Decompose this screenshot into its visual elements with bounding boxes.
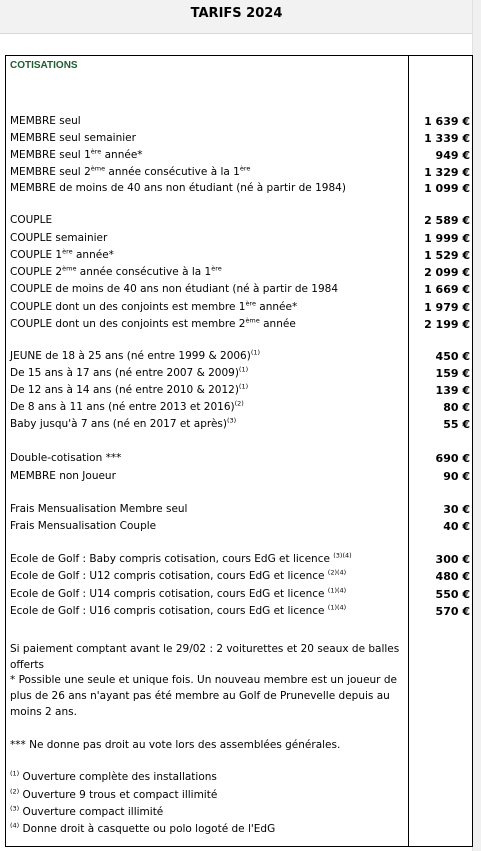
tariff-label: COUPLE semainier — [10, 232, 108, 244]
superscript-mark: (2)(4) — [327, 568, 347, 577]
tariff-row — [10, 214, 470, 231]
note-paragraph: * Possible une seule et unique fois. Un nouveau membre est un joueur de plus de 26 ans n'ayant pas été membre au Golf de Prunevelle depuis au moins 2 ans. — [10, 674, 397, 718]
tariff-row — [10, 301, 470, 318]
superscript-mark: (2) — [234, 399, 244, 408]
tariff-row — [10, 520, 470, 537]
tariff-row — [10, 418, 470, 435]
note-paragraph: *** Ne donne pas droit au vote lors des assemblées générales. — [10, 739, 341, 751]
tariff-row — [10, 232, 470, 249]
tariff-label — [10, 605, 346, 617]
tariff-price: 2 589 € — [424, 214, 470, 227]
tariff-price: 1 639 € — [424, 115, 470, 128]
footnote — [10, 771, 217, 783]
tariff-price: 2 099 € — [424, 266, 470, 279]
tariff-price: 480 € — [435, 570, 470, 583]
tariff-price: 300 € — [435, 553, 470, 566]
tariff-row — [10, 350, 470, 367]
footnote-mark: (1) — [10, 769, 20, 778]
tariff-row — [10, 570, 470, 587]
tariff-price: 139 € — [435, 384, 470, 397]
tariff-label: Double-cotisation *** — [10, 452, 122, 464]
footnote-text: Ouverture complète des installations — [19, 771, 217, 783]
tariff-row — [10, 249, 470, 266]
tariff-label — [10, 553, 352, 565]
superscript-mark: (1)(4) — [327, 586, 347, 595]
tariff-label — [10, 149, 143, 161]
label-text: année consécutive à la 1 — [76, 266, 212, 278]
tariff-label — [10, 301, 297, 313]
footnote — [10, 806, 163, 818]
tariff-row — [10, 283, 470, 300]
tariff-label: MEMBRE de moins de 40 ans non étudiant (né à partir de 1984) — [10, 182, 346, 194]
label-text: Ecole de Golf : U16 compris cotisation, cours EdG et licence — [10, 605, 328, 617]
tariff-label: COUPLE — [10, 214, 53, 226]
label-text: Ecole de Golf : U14 compris cotisation, cours EdG et licence — [10, 588, 328, 600]
tariff-label — [10, 249, 114, 261]
footnote-mark: (3) — [10, 804, 20, 813]
tariff-table — [5, 55, 473, 847]
footnote-text: Ouverture 9 trous et compact illimité — [19, 789, 218, 801]
superscript-mark: ème — [90, 164, 106, 173]
footnote — [10, 789, 217, 801]
superscript-mark: ème — [62, 264, 77, 273]
tariff-label: MEMBRE seul — [10, 115, 81, 127]
page-title: TARIFS 2024 — [190, 6, 283, 21]
tariff-price: 690 € — [435, 452, 470, 465]
tariff-row — [10, 470, 470, 487]
tariff-price: 40 € — [443, 520, 470, 533]
label-text: De 8 ans à 11 ans (né entre 2013 et 2016) — [10, 401, 235, 413]
tariff-price: 1 329 € — [424, 166, 470, 179]
label-text: Baby jusqu'à 7 ans (né en 2017 et après) — [10, 418, 227, 430]
label-text: De 12 ans à 14 ans (né entre 2010 & 2012) — [10, 384, 239, 396]
footnote-mark: (2) — [10, 787, 20, 796]
tariff-price: 1 339 € — [424, 132, 470, 145]
tariff-row — [10, 605, 470, 622]
superscript-mark: (1) — [238, 365, 249, 374]
tariff-label: MEMBRE seul semainier — [10, 132, 136, 144]
header-bar — [0, 0, 473, 34]
superscript-mark: ère — [245, 299, 256, 308]
tariff-row — [10, 149, 470, 166]
tariff-label — [10, 318, 296, 330]
label-text: COUPLE 1 — [10, 249, 63, 261]
label-text: année* — [255, 301, 298, 313]
tariff-label: Frais Mensualisation Couple — [10, 520, 157, 532]
tariff-price: 1 669 € — [424, 283, 470, 296]
footnote — [10, 823, 275, 835]
tariff-price: 550 € — [435, 588, 470, 601]
tariff-row — [10, 266, 470, 283]
tariff-price: 90 € — [443, 470, 470, 483]
tariff-price: 1 099 € — [424, 182, 470, 195]
tariff-label — [10, 384, 248, 396]
tariff-price: 1 529 € — [424, 249, 470, 262]
tariff-label — [10, 401, 244, 413]
label-text: année consécutive à la 1 — [105, 166, 240, 178]
label-text: COUPLE dont un des conjoints est membre 1 — [10, 301, 246, 313]
tariff-price: 949 € — [435, 149, 470, 162]
label-text: COUPLE dont un des conjoints est membre 2 — [10, 318, 246, 330]
superscript-mark: (3)(4) — [333, 551, 352, 560]
vertical-scrollbar[interactable] — [472, 0, 481, 851]
section-heading-cotisations: COTISATIONS — [10, 60, 78, 71]
tariff-row — [10, 367, 470, 384]
tariff-price: 159 € — [435, 367, 470, 380]
note-paragraph: Si paiement comptant avant le 29/02 : 2 voiturettes et 20 seaux de balles offerts — [10, 643, 400, 671]
footnote-mark: (4) — [10, 821, 20, 830]
label-text: année* — [72, 249, 114, 261]
tariff-price: 450 € — [435, 350, 470, 363]
superscript-mark: (1) — [238, 382, 249, 391]
tariff-price: 1 979 € — [424, 301, 470, 314]
tariff-price: 1 999 € — [424, 232, 470, 245]
footnote-text: Ouverture compact illimité — [19, 806, 164, 818]
tariff-row — [10, 553, 470, 570]
tariff-row — [10, 182, 470, 199]
tariff-label — [10, 350, 260, 362]
tariff-label: MEMBRE non Joueur — [10, 470, 116, 482]
tariff-label: COUPLE de moins de 40 ans non étudiant (né à partir de 1984 — [10, 283, 339, 295]
tariff-row — [10, 166, 470, 183]
tariff-label — [10, 418, 236, 430]
tariff-row — [10, 401, 470, 418]
tariff-label — [10, 570, 346, 582]
tariff-label — [10, 266, 222, 278]
superscript-mark: ère — [211, 264, 222, 273]
tariff-label: Frais Mensualisation Membre seul — [10, 503, 188, 515]
tariff-label — [10, 367, 248, 379]
superscript-mark: (1)(4) — [327, 603, 347, 612]
tariff-row — [10, 588, 470, 605]
label-text: année — [259, 318, 296, 330]
tariff-row — [10, 115, 470, 132]
label-text: MEMBRE seul 2 — [10, 166, 91, 178]
superscript-mark: ère — [90, 147, 102, 156]
tariff-price: 570 € — [435, 605, 470, 618]
superscript-mark: (3) — [226, 416, 237, 425]
tariff-price: 55 € — [443, 418, 470, 431]
tariff-price: 2 199 € — [424, 318, 470, 331]
label-text: COUPLE 2 — [10, 266, 63, 278]
tariff-row — [10, 503, 470, 520]
tariff-price: 80 € — [443, 401, 470, 414]
tariff-row — [10, 318, 470, 335]
superscript-mark: (1) — [250, 348, 261, 357]
superscript-mark: ère — [239, 164, 251, 173]
label-text: année* — [101, 149, 143, 161]
tariff-row — [10, 384, 470, 401]
superscript-mark: ème — [245, 316, 260, 325]
label-text: JEUNE de 18 à 25 ans (né entre 1999 & 2006) — [10, 350, 251, 362]
tariff-price: 30 € — [443, 503, 470, 516]
tariff-label — [10, 166, 250, 178]
label-text: Ecole de Golf : Baby compris cotisation, cours EdG et licence — [10, 553, 334, 565]
footnote-text: Donne droit à casquette ou polo logoté de l'EdG — [19, 823, 276, 835]
label-text: De 15 ans à 17 ans (né entre 2007 & 2009) — [10, 367, 239, 379]
tariff-row — [10, 452, 470, 469]
label-text: MEMBRE seul 1 — [10, 149, 91, 161]
tariff-row — [10, 132, 470, 149]
superscript-mark: ère — [62, 247, 73, 256]
tariff-label — [10, 588, 346, 600]
label-text: Ecole de Golf : U12 compris cotisation, cours EdG et licence — [10, 570, 328, 582]
